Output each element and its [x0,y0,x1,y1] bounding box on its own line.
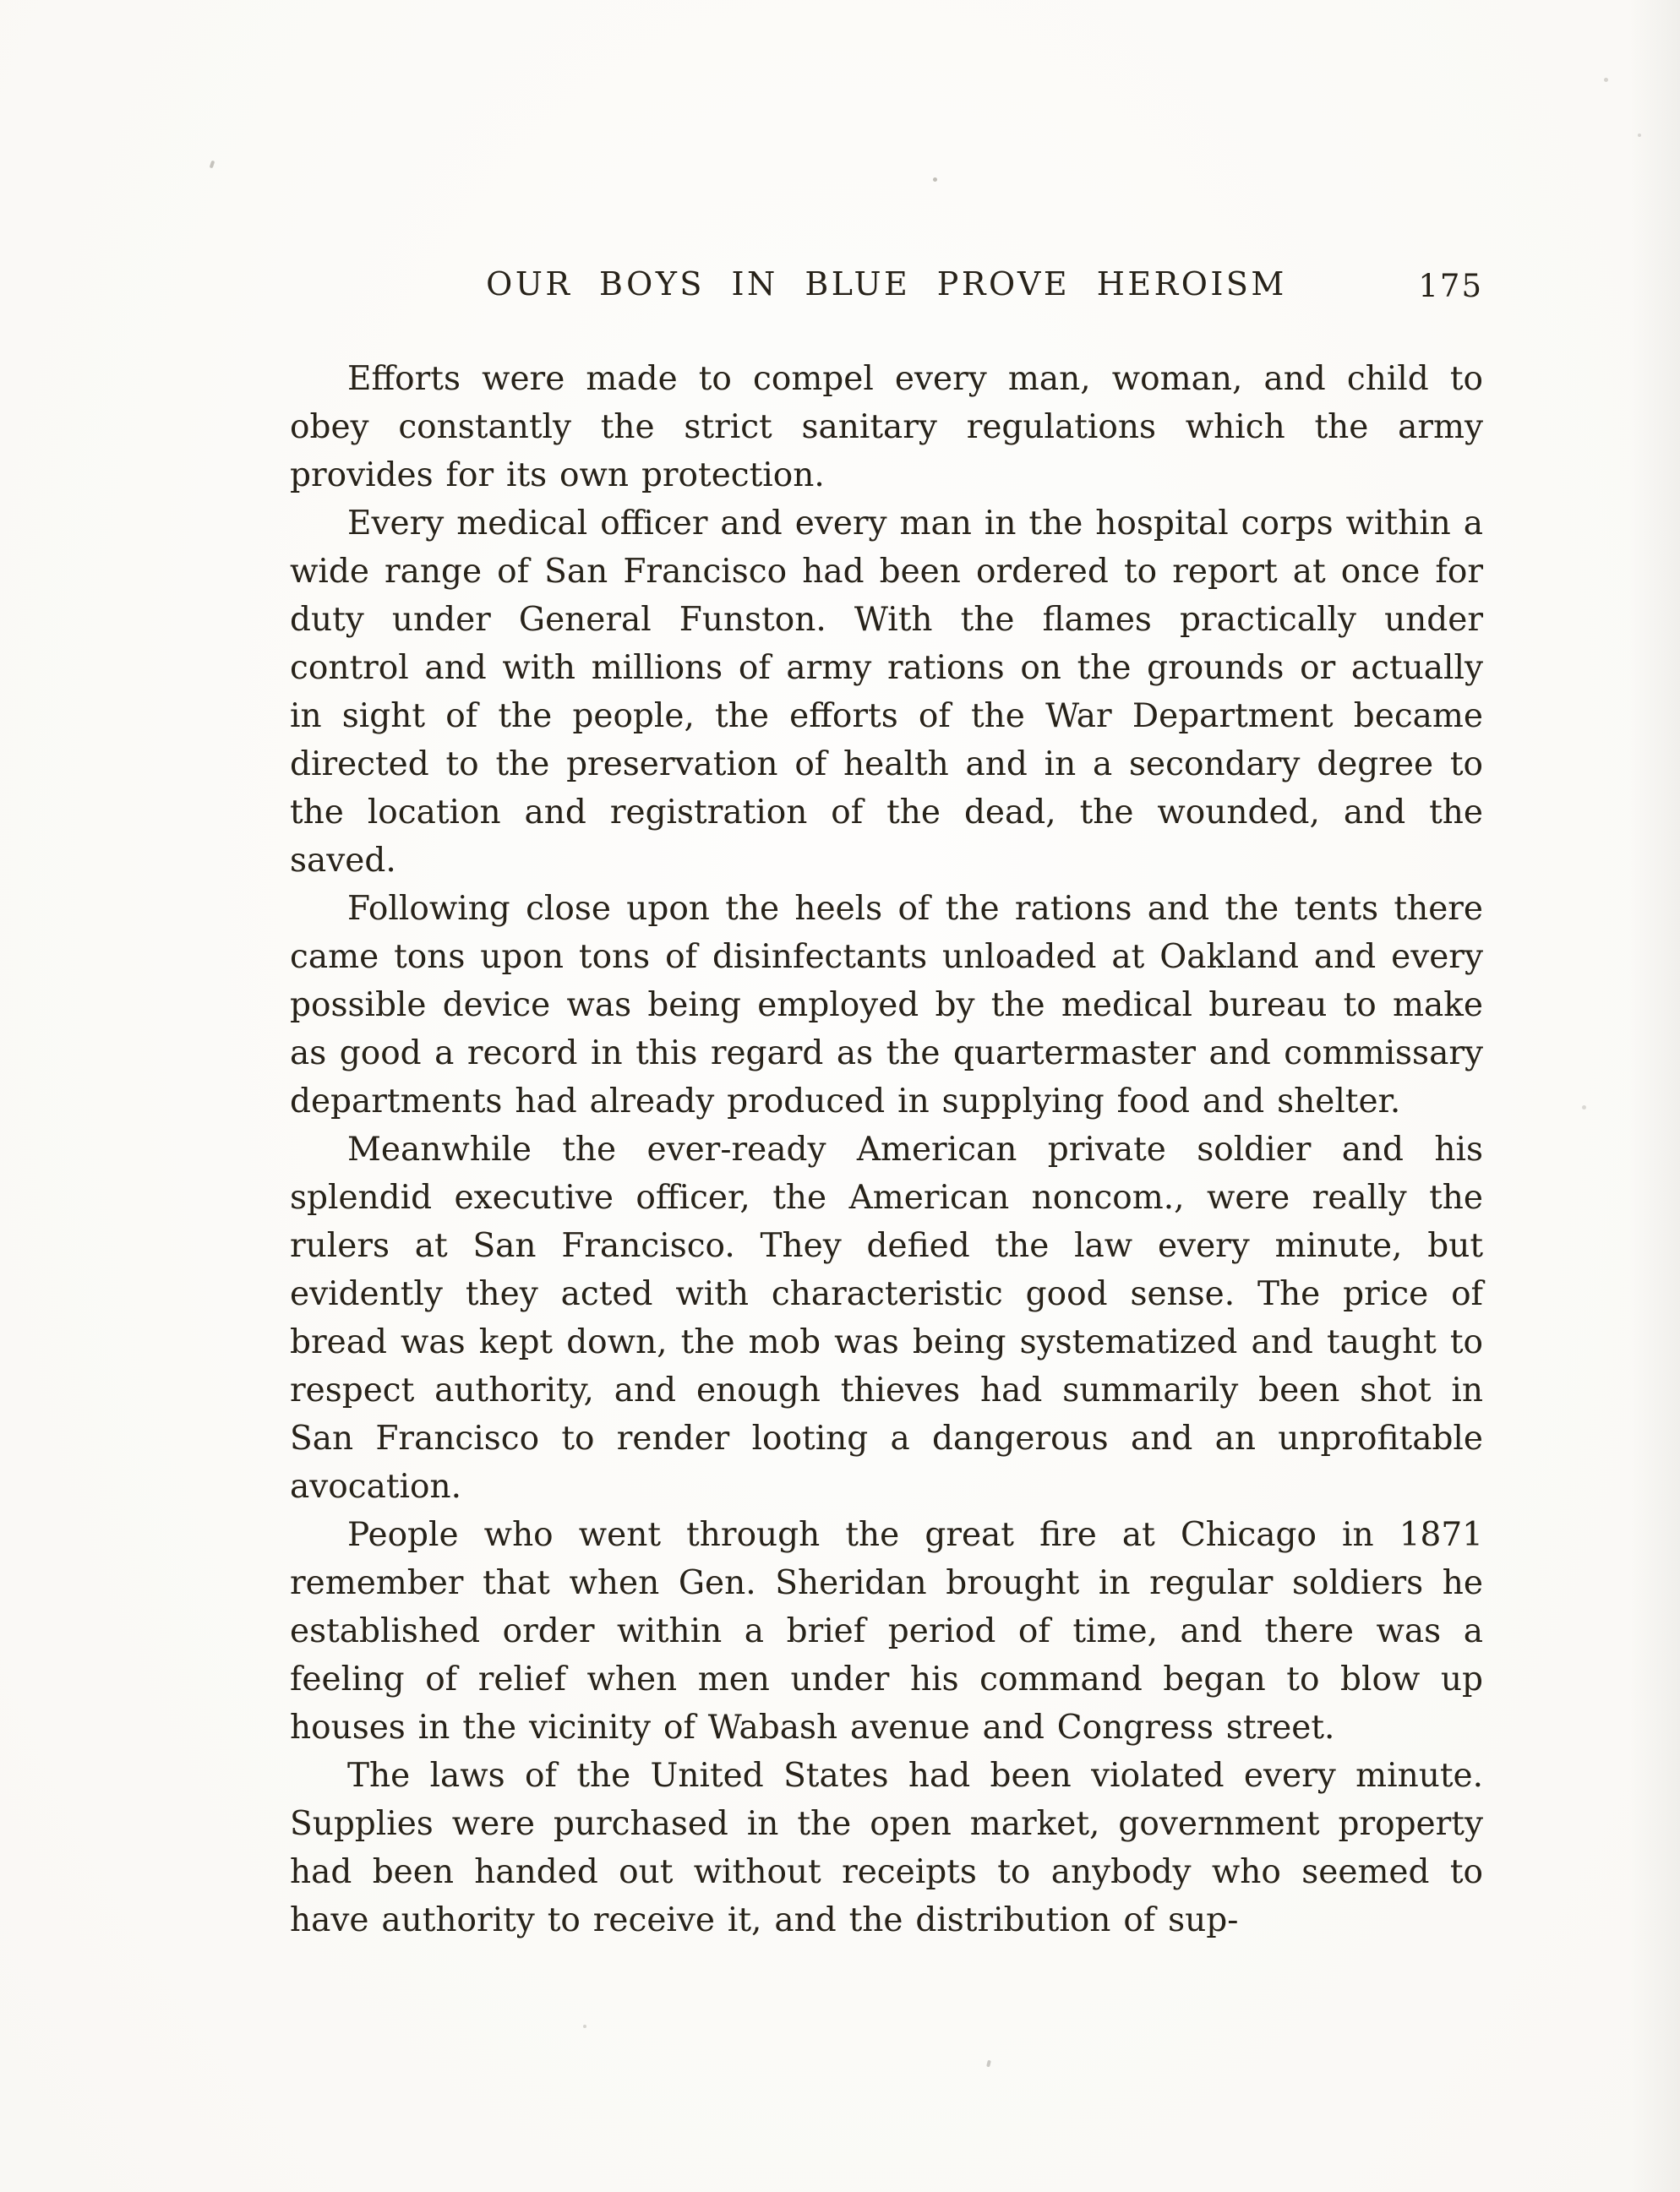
paragraph: People who went through the great fire at Chicago in 1871 remember that when Gen. Sheridan brought in regular soldiers he established order within a brief period of time, and there was a feeling of relief when men under his command began to blow up houses in the vicinity of Wabash avenue and Congress street. [290,1516,1483,1747]
scan-speck [583,2025,586,2028]
paragraph: The laws of the United States had been violated every minute. Supplies were purchased in the open market, government property had been handed out without receipts to anybody who seemed to have authority to receive it, and the distribution of sup- [290,1757,1483,1939]
scan-speck [1604,78,1608,82]
paragraph: Every medical officer and every man in the hospital corps within a wide range of San Francisco had been ordered to report at once for duty under General Funston. With the flames practically under control and with millions of army rations on the grounds or actually in sight of the people, the efforts of the War Department became directed to the preservation of health and in a secondary degree to the location and registration of the dead, the wounded, and the saved. [290,504,1483,880]
paragraph: Meanwhile the ever-ready American private soldier and his splendid executive officer, the American noncom., were really the rulers at San Francisco. They defied the law every minute, but evidently they acted with characteristic good sense. The price of bread was kept down, the mob was being systematized and taught to respect authority, and enough thieves had summarily been shot in San Francisco to render looting a dangerous and an unprofitable avocation. [290,1131,1483,1506]
scan-speck [1582,1105,1586,1110]
page-header [290,265,1483,313]
page-number: 175 [1418,268,1483,304]
scan-speck [933,177,937,182]
scan-speck [1638,134,1641,137]
scan-speck [210,161,215,169]
text-block [290,355,1483,1944]
scan-speck [986,2060,991,2068]
paragraph: Following close upon the heels of the rations and the tents there came tons upon tons of disinfectants unloaded at Oakland and every possible device was being employed by the medical bureau to make as good a record in this regard as the quartermaster and commissary departments had already produced in supplying food and shelter. [290,890,1483,1121]
running-title: OUR BOYS IN BLUE PROVE HEROISM [486,265,1287,303]
paragraph: Efforts were made to compel every man, woman, and child to obey constantly the strict sanitary regulations which the army provides for its own protection. [290,360,1483,494]
